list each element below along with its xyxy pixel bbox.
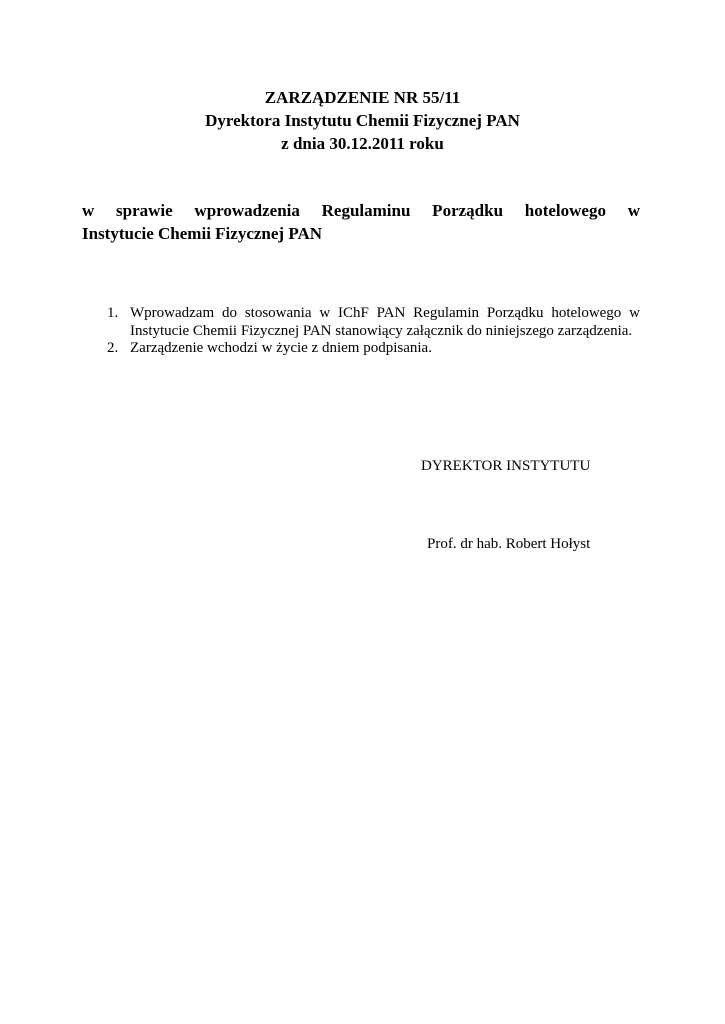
document-title: ZARZĄDZENIE NR 55/11 (264, 88, 461, 107)
provisions-list (100, 305, 640, 358)
list-item-text: Wprowadzam do stosowania w IChF PAN Regulamin Porządku hotelowego w Instytucie Chemii Fizycznej PAN stanowiący załącznik do niniejszego zarządzenia. (130, 305, 640, 339)
list-item-text: Zarządzenie wchodzi w życie z dniem podpisania. (130, 340, 432, 356)
signature-name: Prof. dr hab. Robert Hołyst (427, 536, 591, 552)
signature-title: DYREKTOR INSTYTUTU (421, 458, 591, 474)
document-issuer: Dyrektora Instytutu Chemii Fizycznej PAN (205, 111, 520, 130)
list-item (100, 305, 640, 340)
list-item-number: 2. (107, 340, 119, 356)
list-item (100, 340, 640, 358)
document-header (0, 86, 725, 155)
subject-line-1: w sprawie wprowadzenia Regulaminu Porządku hotelowego w (82, 201, 640, 220)
document-subject (82, 199, 640, 245)
subject-line-2: Instytucie Chemii Fizycznej PAN (82, 224, 322, 243)
list-item-number: 1. (107, 305, 119, 321)
document-date: z dnia 30.12.2011 roku (281, 134, 444, 153)
